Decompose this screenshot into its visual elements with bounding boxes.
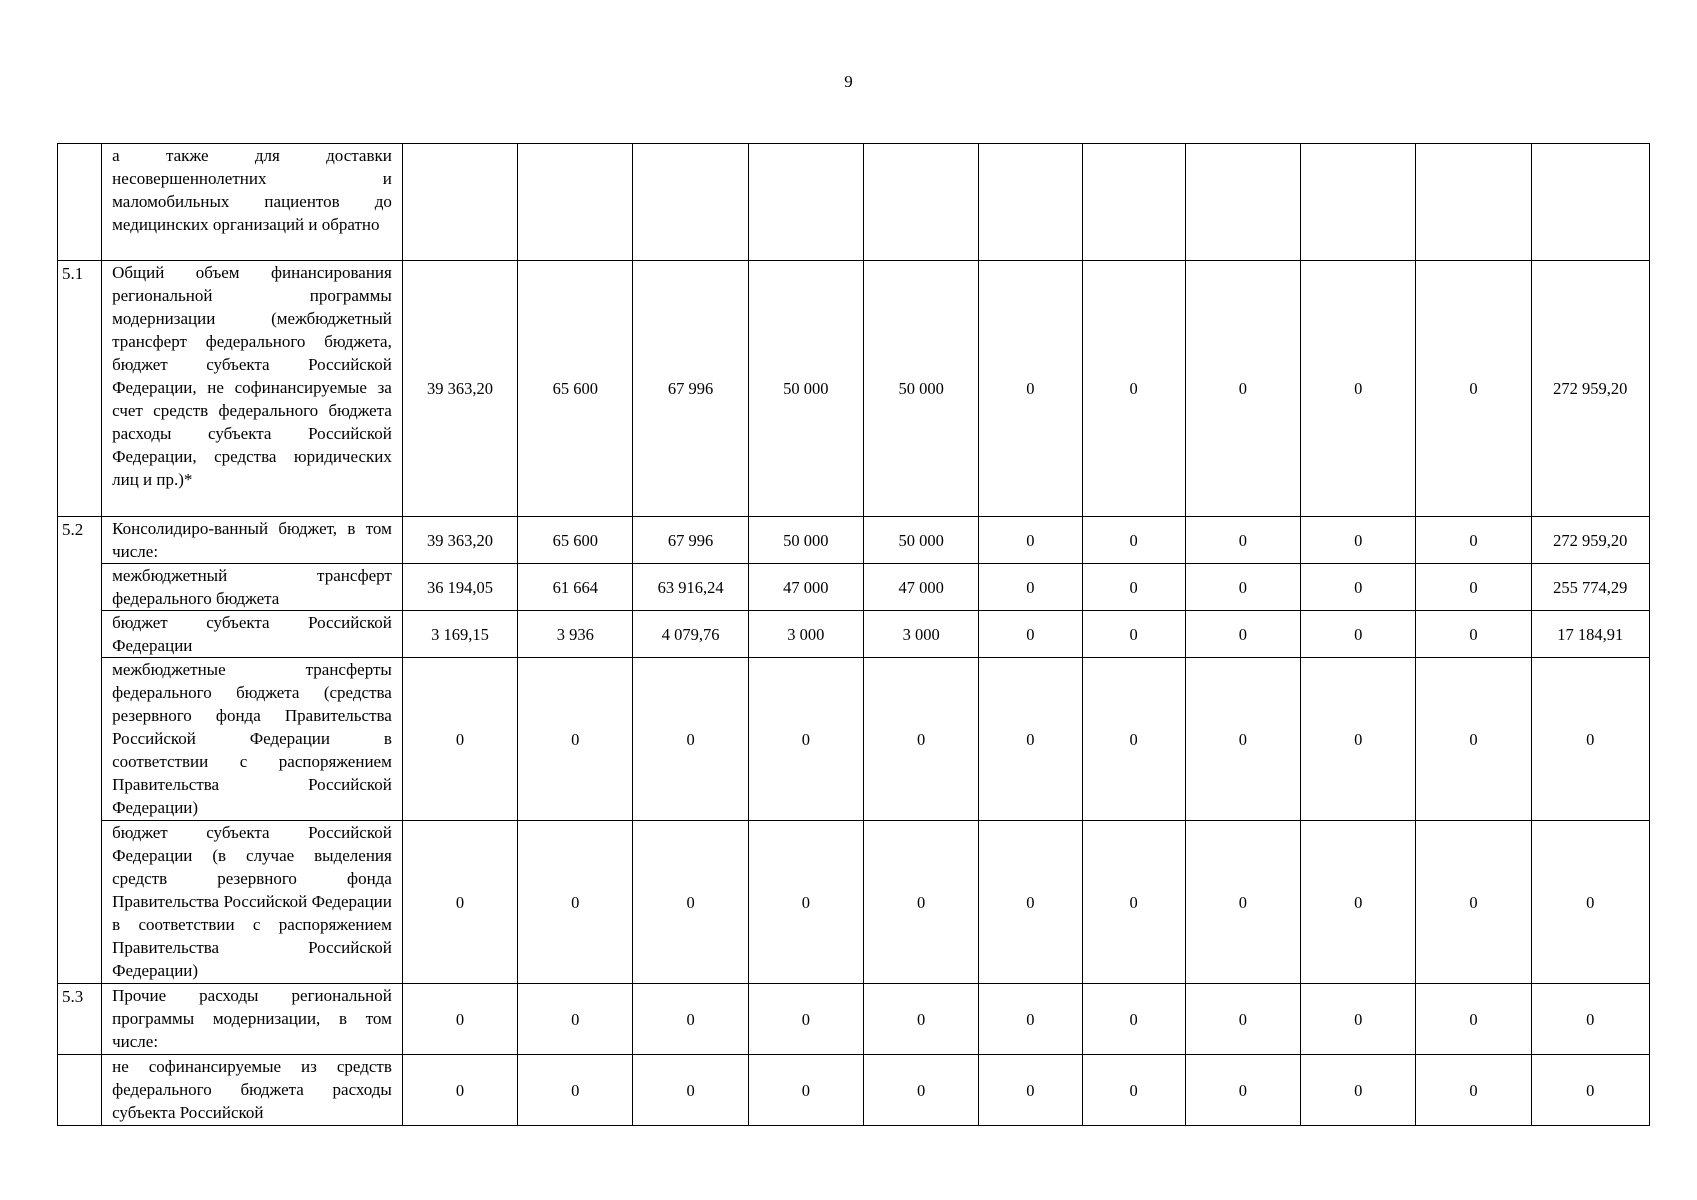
value-cell: 0 — [1416, 517, 1531, 564]
table-row — [58, 611, 1650, 658]
value-cell: 0 — [1531, 984, 1649, 1055]
value-cell: 0 — [1301, 564, 1416, 611]
value-cell: 0 — [979, 564, 1082, 611]
value-cell: 0 — [1082, 564, 1185, 611]
value-cell: 50 000 — [863, 517, 978, 564]
value-cell: 67 996 — [633, 517, 748, 564]
value-cell — [633, 144, 748, 261]
value-cell: 0 — [1531, 658, 1649, 821]
value-cell: 0 — [1301, 1055, 1416, 1126]
value-cell: 0 — [402, 821, 517, 984]
row-description: Консолидиро-ванный бюджет, в том числе: — [102, 517, 403, 564]
table-row — [58, 821, 1650, 984]
value-cell: 0 — [1416, 658, 1531, 821]
value-cell: 0 — [518, 821, 633, 984]
row-description: а также для доставки несовершеннолетних и маломобильных пациентов до медицинских организаций и обратно — [102, 144, 403, 261]
value-cell: 50 000 — [863, 261, 978, 517]
value-cell: 0 — [1416, 261, 1531, 517]
value-cell: 0 — [1185, 611, 1300, 658]
value-cell: 0 — [1082, 611, 1185, 658]
table-row — [58, 564, 1650, 611]
value-cell: 61 664 — [518, 564, 633, 611]
value-cell: 65 600 — [518, 261, 633, 517]
value-cell: 3 169,15 — [402, 611, 517, 658]
value-cell: 0 — [1301, 517, 1416, 564]
value-cell: 0 — [402, 1055, 517, 1126]
value-cell — [1416, 144, 1531, 261]
value-cell: 0 — [633, 1055, 748, 1126]
value-cell: 3 936 — [518, 611, 633, 658]
row-number — [58, 144, 102, 261]
table-body — [58, 144, 1650, 1126]
value-cell: 0 — [1531, 1055, 1649, 1126]
value-cell — [1531, 144, 1649, 261]
value-cell: 0 — [979, 1055, 1082, 1126]
value-cell: 39 363,20 — [402, 261, 517, 517]
value-cell: 0 — [1082, 1055, 1185, 1126]
value-cell: 0 — [748, 821, 863, 984]
value-cell: 3 000 — [748, 611, 863, 658]
value-cell: 0 — [979, 611, 1082, 658]
row-description: межбюджетный трансферт федерального бюджета — [102, 564, 403, 611]
value-cell: 0 — [1416, 984, 1531, 1055]
row-description: бюджет субъекта Российской Федерации — [102, 611, 403, 658]
value-cell: 0 — [1301, 821, 1416, 984]
value-cell: 0 — [1531, 821, 1649, 984]
value-cell: 0 — [1082, 984, 1185, 1055]
value-cell: 0 — [979, 821, 1082, 984]
value-cell: 0 — [1416, 821, 1531, 984]
value-cell: 0 — [748, 1055, 863, 1126]
value-cell: 0 — [748, 984, 863, 1055]
value-cell: 0 — [1301, 984, 1416, 1055]
row-description: Общий объем финансирования региональной программы модернизации (межбюджетный трансферт федерального бюджета, бюджет субъекта Российской Федерации, не софинансируемые за счет средств федерального бюджета расходы субъекта Российской Федерации, средства юридических лиц и пр.)* — [102, 261, 403, 517]
value-cell: 0 — [1185, 517, 1300, 564]
value-cell: 0 — [1082, 658, 1185, 821]
value-cell: 50 000 — [748, 261, 863, 517]
value-cell: 17 184,91 — [1531, 611, 1649, 658]
value-cell: 0 — [1301, 611, 1416, 658]
table-row — [58, 1055, 1650, 1126]
value-cell — [1082, 144, 1185, 261]
value-cell: 67 996 — [633, 261, 748, 517]
row-number — [58, 1055, 102, 1126]
table-row — [58, 984, 1650, 1055]
value-cell: 0 — [1082, 821, 1185, 984]
value-cell: 0 — [863, 1055, 978, 1126]
value-cell: 47 000 — [748, 564, 863, 611]
row-number: 5.2 — [58, 517, 102, 984]
value-cell: 0 — [863, 821, 978, 984]
row-number: 5.3 — [58, 984, 102, 1055]
value-cell: 0 — [633, 658, 748, 821]
value-cell: 0 — [1416, 564, 1531, 611]
value-cell: 50 000 — [748, 517, 863, 564]
row-number: 5.1 — [58, 261, 102, 517]
value-cell: 0 — [1416, 611, 1531, 658]
value-cell: 255 774,29 — [1531, 564, 1649, 611]
value-cell: 0 — [979, 658, 1082, 821]
value-cell: 0 — [979, 261, 1082, 517]
value-cell: 0 — [1185, 821, 1300, 984]
table-row — [58, 658, 1650, 821]
value-cell: 0 — [1082, 261, 1185, 517]
financing-table — [57, 143, 1650, 1126]
row-description: бюджет субъекта Российской Федерации (в случае выделения средств резервного фонда Правительства Российской Федерации в соответствии с распоряжением Правительства Российской Федерации) — [102, 821, 403, 984]
value-cell: 0 — [518, 658, 633, 821]
value-cell: 0 — [633, 984, 748, 1055]
value-cell: 0 — [863, 984, 978, 1055]
value-cell: 47 000 — [863, 564, 978, 611]
value-cell: 0 — [402, 984, 517, 1055]
value-cell: 65 600 — [518, 517, 633, 564]
value-cell: 0 — [1185, 984, 1300, 1055]
value-cell: 0 — [748, 658, 863, 821]
value-cell: 0 — [518, 984, 633, 1055]
value-cell — [1185, 144, 1300, 261]
value-cell: 0 — [979, 517, 1082, 564]
value-cell — [863, 144, 978, 261]
value-cell: 36 194,05 — [402, 564, 517, 611]
value-cell: 0 — [1301, 261, 1416, 517]
value-cell — [979, 144, 1082, 261]
value-cell: 272 959,20 — [1531, 517, 1649, 564]
value-cell: 4 079,76 — [633, 611, 748, 658]
row-description: не софинансируемые из средств федерального бюджета расходы субъекта Российской — [102, 1055, 403, 1126]
value-cell: 0 — [979, 984, 1082, 1055]
value-cell — [402, 144, 517, 261]
value-cell: 63 916,24 — [633, 564, 748, 611]
value-cell: 3 000 — [863, 611, 978, 658]
value-cell: 0 — [1185, 564, 1300, 611]
row-description: межбюджетные трансферты федерального бюджета (средства резервного фонда Правительства Российской Федерации в соответствии с распоряжением Правительства Российской Федерации) — [102, 658, 403, 821]
table-row — [58, 144, 1650, 261]
value-cell: 0 — [1185, 261, 1300, 517]
value-cell: 0 — [402, 658, 517, 821]
value-cell — [518, 144, 633, 261]
value-cell: 0 — [1185, 658, 1300, 821]
value-cell: 39 363,20 — [402, 517, 517, 564]
value-cell: 0 — [1301, 658, 1416, 821]
value-cell: 0 — [633, 821, 748, 984]
value-cell: 0 — [1082, 517, 1185, 564]
value-cell: 0 — [1185, 1055, 1300, 1126]
value-cell: 0 — [1416, 1055, 1531, 1126]
value-cell: 272 959,20 — [1531, 261, 1649, 517]
table-row — [58, 261, 1650, 517]
value-cell — [748, 144, 863, 261]
value-cell: 0 — [518, 1055, 633, 1126]
row-description: Прочие расходы региональной программы модернизации, в том числе: — [102, 984, 403, 1055]
value-cell — [1301, 144, 1416, 261]
page-number: 9 — [844, 72, 853, 91]
value-cell: 0 — [863, 658, 978, 821]
table-row — [58, 517, 1650, 564]
